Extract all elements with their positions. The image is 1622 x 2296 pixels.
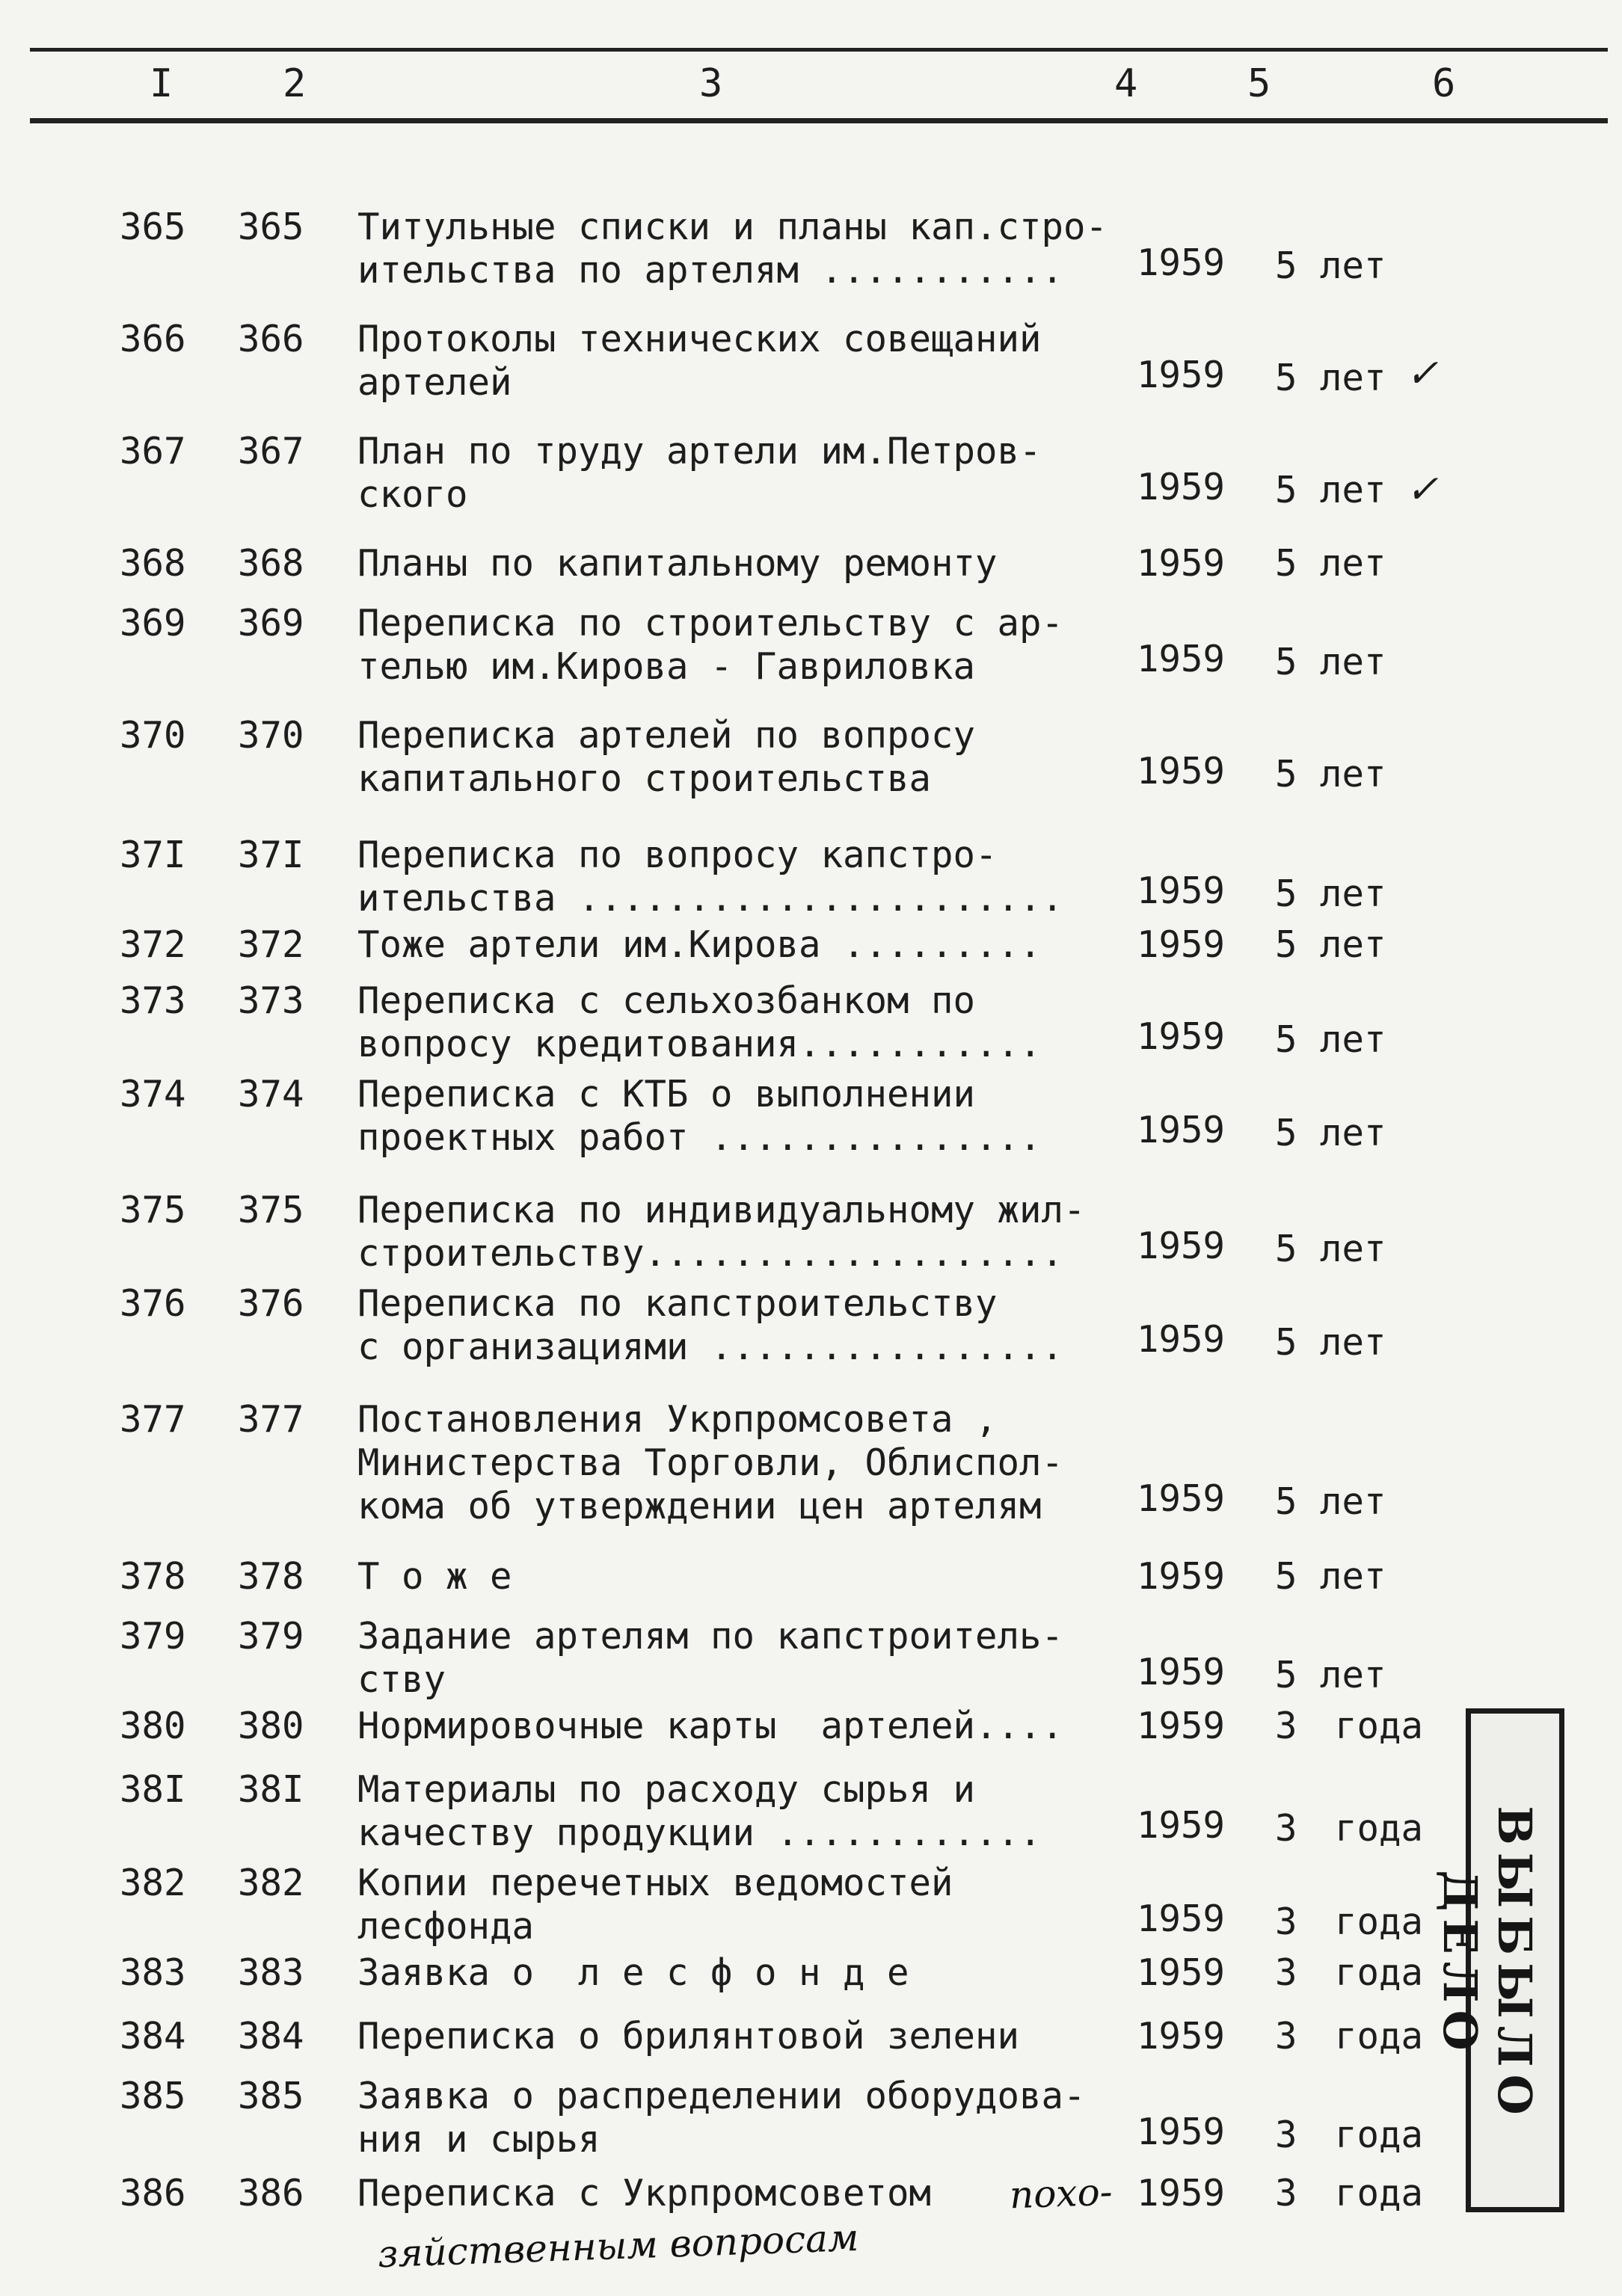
retention-unit: года [1335, 2114, 1424, 2156]
retention-period: 3 [1275, 1705, 1297, 1747]
file-number: 386 [238, 2172, 304, 2215]
sequence-number: 38I [120, 1768, 186, 1811]
retention-period: 5 [1275, 1112, 1297, 1154]
retention-period: 5 [1275, 1018, 1297, 1061]
file-title-line: ния и сырья [357, 2118, 600, 2161]
file-number: 380 [238, 1705, 304, 1747]
retention-unit: лет [1320, 753, 1386, 795]
sequence-number: 368 [120, 542, 186, 585]
retention-period: 5 [1275, 1480, 1297, 1523]
column-header-4: 4 [1114, 61, 1138, 106]
retention-period: 5 [1275, 753, 1297, 795]
file-title-line: Планы по капитальному ремонту [357, 542, 998, 585]
year: 1959 [1137, 1109, 1226, 1151]
file-title-line: Копии перечетных ведомостей [357, 1862, 953, 1904]
retention-period: 3 [1275, 1900, 1297, 1943]
file-title-line: Переписка с Укрпромсоветом [357, 2172, 932, 2215]
file-title-line: телью им.Кирова - Гавриловка [357, 645, 976, 688]
retention-unit: лет [1320, 923, 1386, 966]
file-title-line: Постановления Укрпромсовета , [357, 1398, 998, 1441]
file-title-line: артелей [357, 361, 512, 404]
file-title-line: Переписка с сельхозбанком по [357, 979, 976, 1022]
retention-unit: лет [1320, 1480, 1386, 1523]
sequence-number: 384 [120, 2015, 186, 2058]
file-title-line: Переписка артелей по вопросу [357, 714, 976, 757]
file-number: 368 [238, 542, 304, 585]
file-title-line: кома об утверждении цен артелям [357, 1485, 1042, 1527]
retention-unit: лет [1320, 641, 1386, 683]
retention-unit: лет [1320, 357, 1386, 399]
file-number: 385 [238, 2075, 304, 2117]
retention-period: 5 [1275, 1654, 1297, 1696]
retention-unit: года [1335, 1900, 1424, 1943]
handwritten-note-line-2: зяйственным вопросам [377, 2215, 860, 2277]
file-title-line: Нормировочные карты артелей.... [357, 1705, 1064, 1747]
sequence-number: 385 [120, 2075, 186, 2117]
sequence-number: 383 [120, 1951, 186, 1994]
sequence-number: 386 [120, 2172, 186, 2215]
file-number: 366 [238, 318, 304, 360]
retention-period: 5 [1275, 244, 1297, 287]
checkmark-icon: ✓ [1406, 467, 1439, 512]
year: 1959 [1137, 2015, 1226, 2058]
file-title-line: Переписка о брилянтовой зелени [357, 2015, 1020, 2058]
column-header-1: I [150, 61, 173, 106]
year: 1959 [1137, 466, 1226, 508]
file-number: 370 [238, 714, 304, 757]
year: 1959 [1137, 2111, 1226, 2153]
retention-unit: года [1335, 2172, 1424, 2215]
file-number: 37I [238, 834, 304, 876]
sequence-number: 366 [120, 318, 186, 360]
column-header-3: 3 [699, 61, 723, 106]
year: 1959 [1137, 1318, 1226, 1361]
retention-unit: года [1335, 1807, 1424, 1850]
retention-period: 5 [1275, 542, 1297, 585]
year: 1959 [1137, 750, 1226, 792]
file-title-line: строительству................... [357, 1232, 1064, 1275]
retention-period: 5 [1275, 357, 1297, 399]
retention-unit: лет [1320, 1555, 1386, 1598]
file-title-line: Переписка по капстроительству [357, 1282, 998, 1325]
file-title-line: Материалы по расходу сырья и [357, 1768, 976, 1811]
year: 1959 [1137, 1015, 1226, 1058]
file-title-line: Тоже артели им.Кирова ......... [357, 923, 1042, 966]
sequence-number: 377 [120, 1398, 186, 1441]
year: 1959 [1137, 1225, 1226, 1267]
retention-unit: года [1335, 2015, 1424, 2058]
file-number: 38I [238, 1768, 304, 1811]
file-title-line: Т о ж е [357, 1555, 512, 1598]
sequence-number: 380 [120, 1705, 186, 1747]
sequence-number: 369 [120, 602, 186, 644]
file-title-line: Переписка по вопросу капстро- [357, 834, 998, 876]
sequence-number: 370 [120, 714, 186, 757]
column-header-6: 6 [1432, 61, 1456, 106]
stamp [1433, 1708, 1564, 2212]
file-number: 376 [238, 1282, 304, 1325]
handwritten-note-line-1: похо- [1009, 2170, 1113, 2217]
retention-unit: лет [1320, 542, 1386, 585]
retention-period: 3 [1275, 2172, 1297, 2215]
file-number: 373 [238, 979, 304, 1022]
sequence-number: 373 [120, 979, 186, 1022]
year: 1959 [1137, 2172, 1226, 2215]
year: 1959 [1137, 241, 1226, 284]
file-title-line: капитального строительства [357, 757, 932, 800]
year: 1959 [1137, 1477, 1226, 1520]
file-title-line: ительства ...................... [357, 877, 1064, 920]
retention-period: 5 [1275, 469, 1297, 511]
retention-unit: лет [1320, 1018, 1386, 1061]
file-title-line: Министерства Торговли, Облиспол- [357, 1441, 1064, 1484]
file-number: 377 [238, 1398, 304, 1441]
file-number: 365 [238, 206, 304, 248]
file-title-line: вопросу кредитования........... [357, 1023, 1042, 1065]
file-title-line: Задание артелям по капстроитель- [357, 1615, 1064, 1658]
column-header-5: 5 [1247, 61, 1271, 106]
year: 1959 [1137, 1898, 1226, 1940]
retention-unit: лет [1320, 244, 1386, 287]
retention-unit: лет [1320, 1654, 1386, 1696]
checkmark-icon: ✓ [1406, 351, 1439, 396]
file-number: 378 [238, 1555, 304, 1598]
file-title-line: качеству продукции ............ [357, 1812, 1042, 1854]
sequence-number: 367 [120, 430, 186, 473]
year: 1959 [1137, 542, 1226, 585]
sequence-number: 376 [120, 1282, 186, 1325]
sequence-number: 375 [120, 1189, 186, 1231]
file-title-line: Переписка по индивидуальному жил- [357, 1189, 1086, 1231]
file-number: 367 [238, 430, 304, 473]
year: 1959 [1137, 1705, 1226, 1747]
file-number: 374 [238, 1073, 304, 1115]
column-header-2: 2 [283, 61, 307, 106]
year: 1959 [1137, 1804, 1226, 1847]
file-number: 375 [238, 1189, 304, 1231]
file-title-line: лесфонда [357, 1905, 535, 1948]
sequence-number: 372 [120, 923, 186, 966]
year: 1959 [1137, 1651, 1226, 1693]
header-rule [30, 118, 1608, 123]
file-title-line: Переписка с КТБ о выполнении [357, 1073, 976, 1115]
file-title-line: ству [357, 1658, 446, 1701]
retention-unit: года [1335, 1951, 1424, 1994]
sequence-number: 37I [120, 834, 186, 876]
file-number: 372 [238, 923, 304, 966]
retention-period: 5 [1275, 1228, 1297, 1270]
file-title-line: Переписка по строительству с ар- [357, 602, 1064, 644]
file-number: 384 [238, 2015, 304, 2058]
retention-unit: лет [1320, 469, 1386, 511]
file-title-line: Протоколы технических совещаний [357, 318, 1042, 360]
file-title-line: План по труду артели им.Петров- [357, 430, 1042, 473]
file-number: 379 [238, 1615, 304, 1658]
retention-period: 5 [1275, 1321, 1297, 1364]
year: 1959 [1137, 870, 1226, 912]
top-rule [30, 48, 1608, 52]
file-title-line: Заявка о л е с ф о н д е [357, 1951, 909, 1994]
retention-unit: лет [1320, 872, 1386, 915]
file-title-line: проектных работ ............... [357, 1116, 1042, 1159]
file-number: 382 [238, 1862, 304, 1904]
year: 1959 [1137, 1555, 1226, 1598]
file-title-line: ительства по артелям ........... [357, 249, 1064, 292]
retention-unit: лет [1320, 1112, 1386, 1154]
retention-unit: лет [1320, 1321, 1386, 1364]
file-title-line: ского [357, 473, 468, 516]
file-number: 369 [238, 602, 304, 644]
sequence-number: 374 [120, 1073, 186, 1115]
retention-unit: лет [1320, 1228, 1386, 1270]
file-title-line: Заявка о распределении оборудова- [357, 2075, 1086, 2117]
retention-period: 3 [1275, 2015, 1297, 2058]
retention-period: 5 [1275, 1555, 1297, 1598]
stamp-text: ВЫБЫЛО ДЕЛО [1433, 1806, 1542, 2123]
sequence-number: 382 [120, 1862, 186, 1904]
retention-period: 5 [1275, 872, 1297, 915]
file-number: 383 [238, 1951, 304, 1994]
year: 1959 [1137, 638, 1226, 680]
sequence-number: 378 [120, 1555, 186, 1598]
retention-period: 3 [1275, 1951, 1297, 1994]
year: 1959 [1137, 923, 1226, 966]
retention-period: 3 [1275, 1807, 1297, 1850]
retention-period: 5 [1275, 923, 1297, 966]
sequence-number: 365 [120, 206, 186, 248]
retention-period: 5 [1275, 641, 1297, 683]
file-title-line: с организациями ................ [357, 1326, 1064, 1368]
retention-period: 3 [1275, 2114, 1297, 2156]
year: 1959 [1137, 1951, 1226, 1994]
file-title-line: Титульные списки и планы кап.стро- [357, 206, 1108, 248]
year: 1959 [1137, 354, 1226, 396]
sequence-number: 379 [120, 1615, 186, 1658]
retention-unit: года [1335, 1705, 1424, 1747]
